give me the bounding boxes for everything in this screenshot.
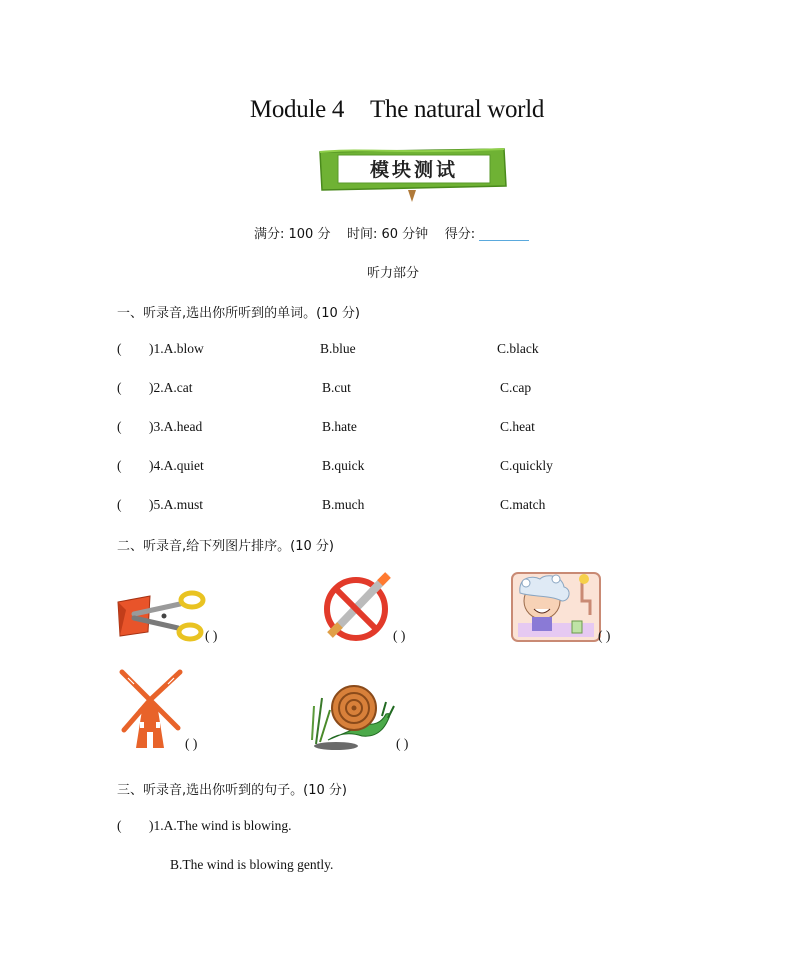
pic4-answer-paren[interactable]: ( ) xyxy=(185,736,198,751)
s3-q1-option-a: )1.A.The wind is blowing. xyxy=(149,818,292,833)
s1-q3-a: )3.A.head xyxy=(149,419,203,434)
pic3-answer-paren[interactable]: ( ) xyxy=(598,628,611,643)
scissors-picture xyxy=(114,588,208,644)
page-title xyxy=(0,96,794,124)
s1-q4-a: )4.A.quiet xyxy=(149,458,204,473)
section1-heading: 一、听录音,选出你所听到的单词。(10 分) xyxy=(117,306,360,321)
no-smoking-picture xyxy=(320,571,396,643)
s1-q3-c: C.heat xyxy=(500,419,535,434)
s1-q1-b: B.blue xyxy=(320,341,356,356)
s1-q5-b: B.much xyxy=(322,497,365,512)
s1-q1-c: C.black xyxy=(497,341,539,356)
s1-q4-b: B.quick xyxy=(322,458,365,473)
section3-heading: 三、听录音,选出你听到的句子。(10 分) xyxy=(117,783,347,798)
s1-q1-a: )1.A.blow xyxy=(149,341,204,356)
score-label: 得分: xyxy=(444,227,476,242)
snail-picture xyxy=(304,680,398,752)
s1-q4-paren[interactable]: ( xyxy=(117,458,122,473)
banner-text: 模块测试 xyxy=(369,159,459,181)
s1-q2-paren[interactable]: ( xyxy=(117,380,122,395)
pic1-answer-paren[interactable]: ( ) xyxy=(205,628,218,643)
full-score: 满分: 100 分 xyxy=(254,227,331,242)
s3-q1-option-b: B.The wind is blowing gently. xyxy=(170,857,334,872)
s1-q2-a: )2.A.cat xyxy=(149,380,193,395)
s1-q3-b: B.hate xyxy=(322,419,357,434)
pic2-answer-paren[interactable]: ( ) xyxy=(393,628,406,643)
part-title: 听力部分 xyxy=(367,266,420,281)
score-field[interactable] xyxy=(479,240,529,241)
module-label: Module 4 xyxy=(249,96,345,123)
exam-meta xyxy=(254,223,529,242)
section2-heading: 二、听录音,给下列图片排序。(10 分) xyxy=(117,539,334,554)
s1-q2-b: B.cut xyxy=(322,380,351,395)
washing-hair-picture xyxy=(510,571,602,643)
s3-q1-paren[interactable]: ( xyxy=(117,818,122,833)
pic5-answer-paren[interactable]: ( ) xyxy=(396,736,409,751)
s1-q5-c: C.match xyxy=(500,497,546,512)
module-title: The natural world xyxy=(370,96,545,123)
s1-q2-c: C.cap xyxy=(500,380,532,395)
s1-q5-a: )5.A.must xyxy=(149,497,203,512)
windmill-picture xyxy=(114,666,188,750)
s1-q4-c: C.quickly xyxy=(500,458,553,473)
s1-q1-paren[interactable]: ( xyxy=(117,341,122,356)
s1-q3-paren[interactable]: ( xyxy=(117,419,122,434)
module-test-banner xyxy=(316,146,510,204)
time-limit: 时间: 60 分钟 xyxy=(347,227,429,242)
s1-q5-paren[interactable]: ( xyxy=(117,497,122,512)
